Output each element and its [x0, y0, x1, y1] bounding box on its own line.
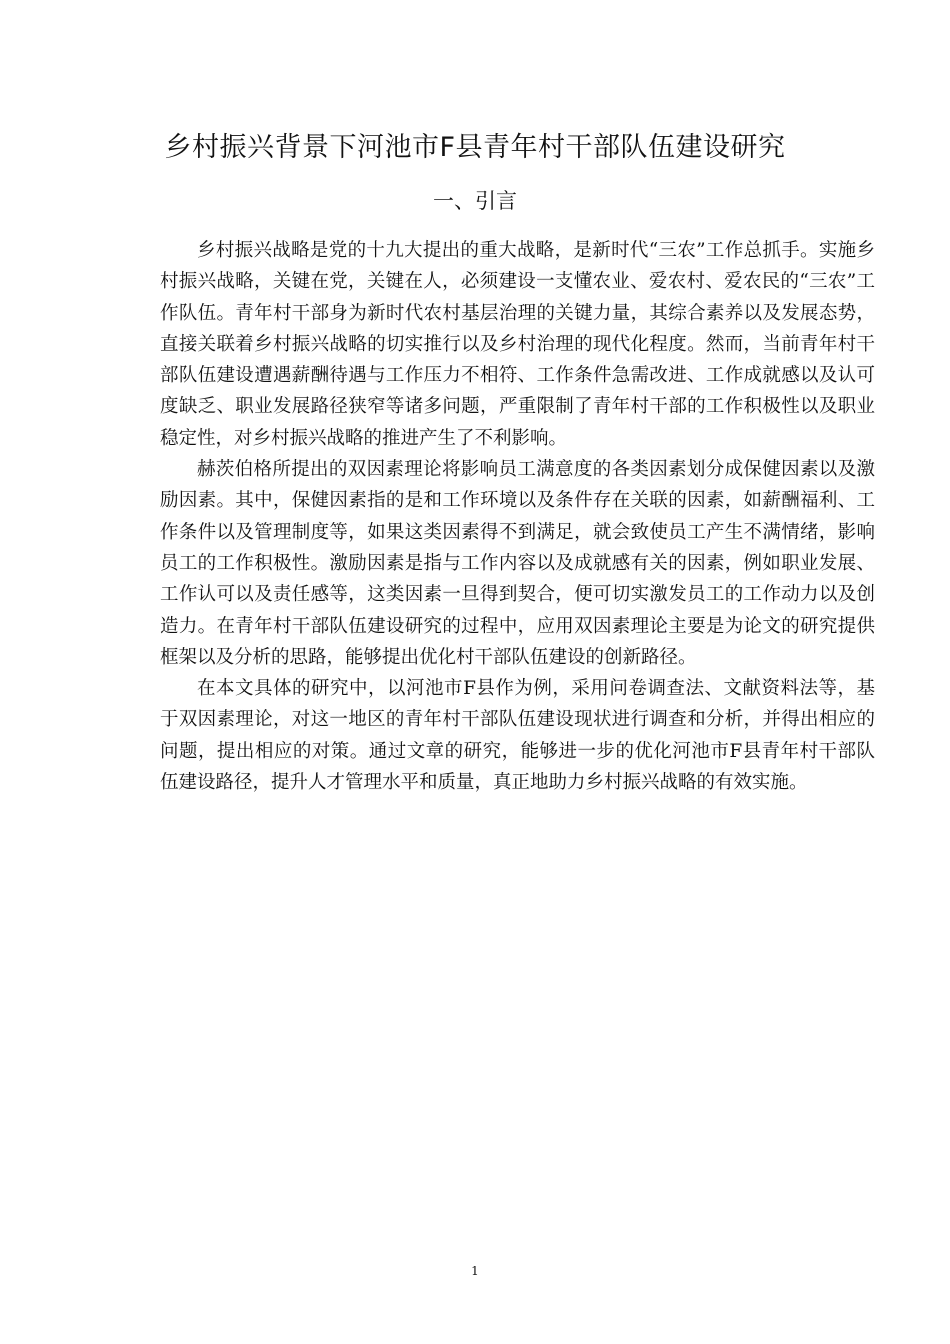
section-heading-introduction: 一、引言	[433, 189, 517, 213]
paragraph-2: 赫茨伯格所提出的双因素理论将影响员工满意度的各类因素划分成保健因素以及激励因素。其中，保健因素指的是和工作环境以及条件存在关联的因素，如薪酬福利、工作条件以及管理制度等，如果这类因素得不到满足，就会致使员工产生不满情绪，影响员工的工作积极性。激励因素是指与工作内容以及成就感有关的因素，例如职业发展、工作认可以及责任感等，这类因素一旦得到契合，便可切实激发员工的工作动力以及创造力。在青年村干部队伍建设研究的过程中，应用双因素理论主要是为论文的研究提供框架以及分析的思路，能够提出优化村干部队伍建设的创新路径。	[160, 459, 875, 668]
paragraph-3: 在本文具体的研究中，以河池市F县作为例，采用问卷调查法、文献资料法等，基于双因素理论，对这一地区的青年村干部队伍建设现状进行调查和分析，并得出相应的问题，提出相应的对策。通过文章的研究，能够进一步的优化河池市F县青年村干部队伍建设路径，提升人才管理水平和质量，真正地助力乡村振兴战略的有效实施。	[160, 678, 875, 794]
body-text	[160, 235, 875, 798]
document-title: 乡村振兴背景下河池市F县青年村干部队伍建设研究	[164, 132, 786, 163]
page-number: 1	[471, 1264, 479, 1278]
paragraph-1: 乡村振兴战略是党的十九大提出的重大战略，是新时代“三农”工作总抓手。实施乡村振兴战略，关键在党，关键在人，必须建设一支懂农业、爱农村、爱农民的“三农”工作队伍。青年村干部身为新时代农村基层治理的关键力量，其综合素养以及发展态势，直接关联着乡村振兴战略的切实推行以及乡村治理的现代化程度。然而，当前青年村干部队伍建设遭遇薪酬待遇与工作压力不相符、工作条件急需改进、工作成就感以及认可度缺乏、职业发展路径狭窄等诸多问题，严重限制了青年村干部的工作积极性以及职业稳定性，对乡村振兴战略的推进产生了不利影响。	[160, 240, 875, 449]
